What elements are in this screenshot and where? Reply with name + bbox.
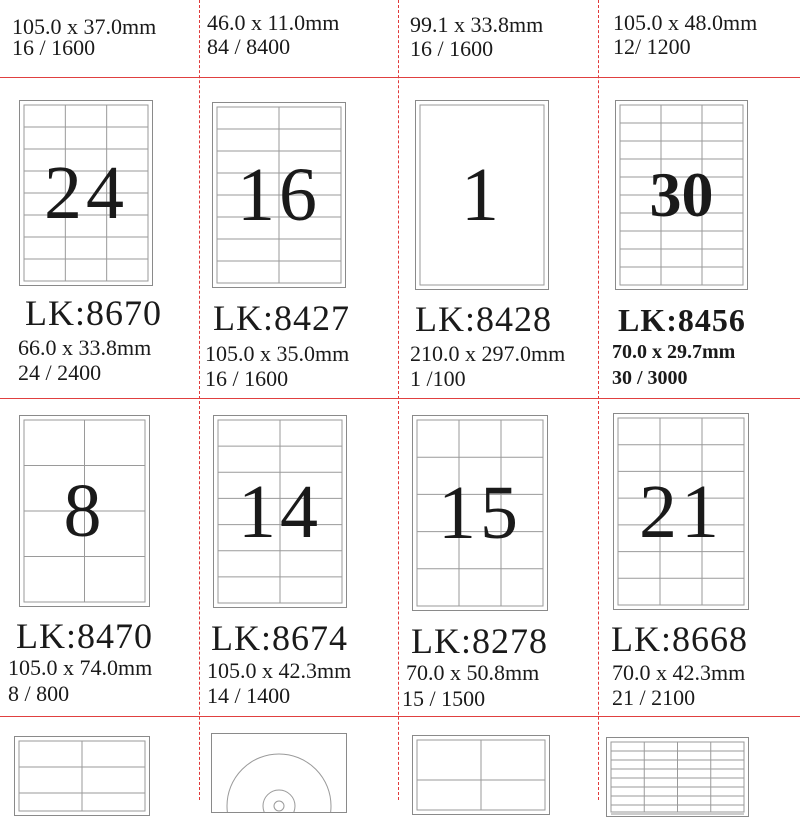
label-count: 30 [649, 159, 714, 230]
product-code: LK:8428 [415, 299, 552, 339]
product-code: LK:8456 [618, 302, 746, 338]
label-sheet-preview [412, 735, 550, 815]
label-dims: 70.0 x 50.8mm [406, 660, 540, 685]
label-sheet-preview [14, 736, 150, 816]
label-dims: 70.0 x 42.3mm [612, 660, 746, 685]
label-count: 8 [63, 469, 106, 553]
row-divider [0, 77, 800, 78]
label-dims: 46.0 x 11.0mm [207, 10, 340, 35]
sheet-grid [15, 737, 149, 815]
label-sheet-preview [211, 733, 347, 813]
label-count: 1 [461, 153, 503, 237]
label-sheet-preview [613, 413, 749, 610]
label-count: 14 [238, 469, 322, 554]
label-count: 16 [237, 153, 321, 237]
product-code: LK:8470 [16, 616, 153, 656]
product-code: LK:8668 [611, 619, 748, 659]
label-dims: 66.0 x 33.8mm [18, 335, 152, 360]
product-code: LK:8670 [25, 293, 162, 333]
label-sheet-preview [19, 100, 153, 286]
label-qty: 1 /100 [410, 366, 466, 391]
label-dims: 70.0 x 29.7mm [612, 341, 736, 363]
label-dims: 210.0 x 297.0mm [410, 341, 566, 366]
cd-label-preview [212, 734, 346, 812]
label-sheet-preview [615, 100, 748, 290]
column-divider [598, 0, 599, 800]
label-qty: 15 / 1500 [402, 686, 486, 711]
label-sheet-preview [212, 102, 346, 288]
label-qty: 16 / 1600 [205, 366, 289, 391]
label-count: 24 [44, 151, 128, 235]
label-qty: 12/ 1200 [613, 34, 691, 59]
label-dims: 105.0 x 42.3mm [207, 658, 352, 683]
label-sheet-preview [213, 415, 347, 608]
label-dims: 105.0 x 35.0mm [205, 341, 350, 366]
label-dims: 105.0 x 48.0mm [613, 10, 758, 35]
label-sheet-preview [606, 737, 749, 817]
product-code: LK:8278 [411, 621, 548, 661]
label-qty: 24 / 2400 [18, 360, 102, 385]
product-code: LK:8674 [211, 618, 348, 658]
row-divider [0, 398, 800, 399]
sheet-grid [607, 738, 748, 816]
label-sheet-preview [412, 415, 548, 611]
sheet-grid [413, 736, 549, 814]
label-qty: 30 / 3000 [612, 367, 688, 389]
label-qty: 16 / 1600 [12, 35, 96, 60]
label-dims: 99.1 x 33.8mm [410, 12, 544, 37]
label-sheet-preview [19, 415, 150, 607]
label-sheet-preview [415, 100, 549, 290]
label-qty: 8 / 800 [8, 681, 70, 706]
column-divider [398, 0, 399, 800]
label-qty: 14 / 1400 [207, 683, 291, 708]
column-divider [199, 0, 200, 800]
label-qty: 16 / 1600 [410, 36, 494, 61]
label-qty: 21 / 2100 [612, 685, 696, 710]
label-count: 21 [639, 469, 723, 554]
label-qty: 84 / 8400 [207, 34, 291, 59]
product-code: LK:8427 [213, 298, 350, 338]
label-count: 15 [438, 471, 522, 555]
row-divider [0, 716, 800, 717]
label-dims: 105.0 x 37.0mm [12, 14, 157, 39]
label-dims: 105.0 x 74.0mm [8, 655, 153, 680]
